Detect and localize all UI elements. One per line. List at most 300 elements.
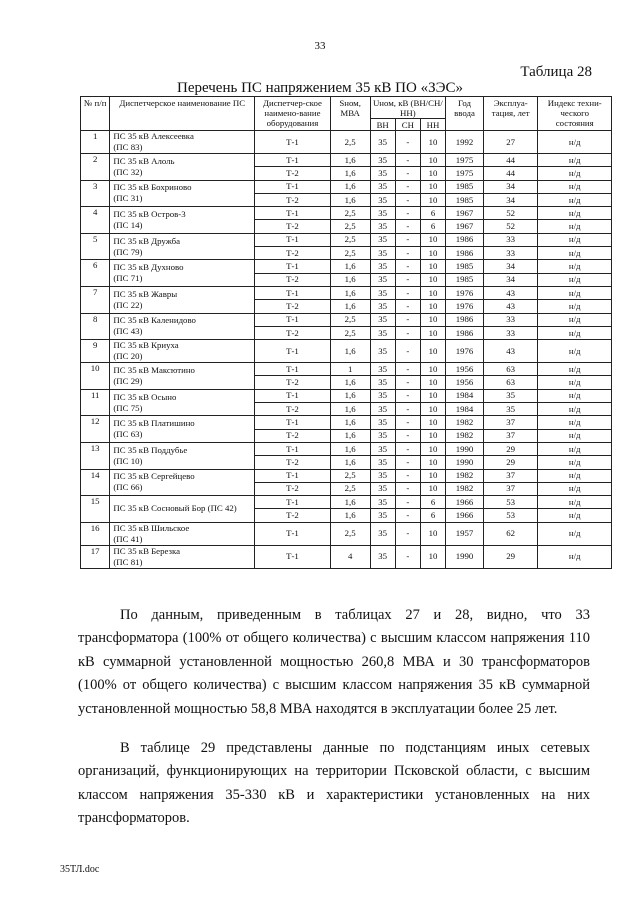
operation-years: 34 <box>483 193 538 206</box>
row-number: 13 <box>81 442 110 469</box>
year: 1982 <box>446 429 484 442</box>
row-number: 11 <box>81 389 110 416</box>
u-nn: 6 <box>420 496 445 509</box>
u-vn: 35 <box>370 167 395 180</box>
row-number: 10 <box>81 363 110 390</box>
header-year: Год ввода <box>446 97 484 131</box>
operation-years: 44 <box>483 167 538 180</box>
dispatch-name: Т-2 <box>255 509 331 522</box>
table-row <box>81 260 612 273</box>
u-sn: - <box>395 167 420 180</box>
dispatch-name: Т-1 <box>255 496 331 509</box>
table-row <box>81 207 612 220</box>
u-nn: 10 <box>420 416 445 429</box>
dispatch-name: Т-1 <box>255 207 331 220</box>
u-sn: - <box>395 193 420 206</box>
condition-index: н/д <box>538 193 612 206</box>
operation-years: 33 <box>483 326 538 339</box>
condition-index: н/д <box>538 273 612 286</box>
operation-years: 37 <box>483 416 538 429</box>
u-nn: 6 <box>420 509 445 522</box>
u-sn: - <box>395 286 420 299</box>
dispatch-name: Т-1 <box>255 233 331 246</box>
table-row <box>81 180 612 193</box>
table-title: Перечень ПС напряжением 35 кВ ПО «ЗЭС» <box>176 80 463 96</box>
u-sn: - <box>395 340 420 363</box>
dispatch-name: Т-2 <box>255 247 331 260</box>
u-vn: 35 <box>370 482 395 495</box>
snom: 4 <box>330 545 370 568</box>
u-nn: 10 <box>420 273 445 286</box>
u-sn: - <box>395 300 420 313</box>
substation-name-line: ПС 35 кВ Остров-3 <box>113 208 186 219</box>
u-nn: 6 <box>420 220 445 233</box>
u-nn: 10 <box>420 300 445 313</box>
dispatch-name: Т-2 <box>255 376 331 389</box>
snom: 1,6 <box>330 429 370 442</box>
table-label: Таблица 28 <box>520 64 592 80</box>
u-vn: 35 <box>370 403 395 416</box>
dispatch-name: Т-2 <box>255 193 331 206</box>
u-vn: 35 <box>370 545 395 568</box>
snom: 2,5 <box>330 131 370 154</box>
substation-name-line: (ПС 79) <box>113 246 143 257</box>
substation-name-line: ПС 35 кВ Поддубье <box>113 444 188 455</box>
year: 1976 <box>446 286 484 299</box>
header-sn: СН <box>395 119 420 131</box>
dispatch-name: Т-1 <box>255 286 331 299</box>
operation-years: 62 <box>483 522 538 545</box>
dispatch-name: Т-2 <box>255 273 331 286</box>
table-row <box>81 286 612 299</box>
u-sn: - <box>395 154 420 167</box>
substation-name-line: ПС 35 кВ Сергейцево <box>113 471 195 482</box>
operation-years: 34 <box>483 180 538 193</box>
u-vn: 35 <box>370 273 395 286</box>
substation-name-line: ПС 35 кВ Осыно <box>113 391 177 402</box>
year: 1990 <box>446 545 484 568</box>
u-sn: - <box>395 482 420 495</box>
dispatch-name: Т-2 <box>255 300 331 313</box>
substation-name <box>110 154 255 181</box>
operation-years: 37 <box>483 429 538 442</box>
substation-name <box>110 233 255 260</box>
year: 1956 <box>446 376 484 389</box>
snom: 1,6 <box>330 442 370 455</box>
condition-index: н/д <box>538 300 612 313</box>
substation-name <box>110 416 255 443</box>
condition-index: н/д <box>538 522 612 545</box>
table-row <box>81 389 612 402</box>
u-vn: 35 <box>370 154 395 167</box>
u-sn: - <box>395 247 420 260</box>
operation-years: 53 <box>483 496 538 509</box>
year: 1990 <box>446 442 484 455</box>
substation-name-line: ПС 35 кВ Алоль <box>113 155 175 166</box>
operation-years: 35 <box>483 389 538 402</box>
dispatch-name: Т-2 <box>255 429 331 442</box>
u-vn: 35 <box>370 131 395 154</box>
row-number: 12 <box>81 416 110 443</box>
u-sn: - <box>395 313 420 326</box>
header-expl: Эксплуа-тация, лет <box>483 97 538 131</box>
substation-name <box>110 522 255 545</box>
snom: 1,6 <box>330 456 370 469</box>
year: 1985 <box>446 193 484 206</box>
substation-name-line: (ПС 14) <box>113 219 143 230</box>
condition-index: н/д <box>538 247 612 260</box>
u-nn: 10 <box>420 363 445 376</box>
substation-name-line: (ПС 32) <box>113 166 143 177</box>
u-sn: - <box>395 220 420 233</box>
u-nn: 10 <box>420 482 445 495</box>
body-text <box>78 604 590 831</box>
u-nn: 10 <box>420 193 445 206</box>
condition-index: н/д <box>538 207 612 220</box>
u-nn: 6 <box>420 207 445 220</box>
substation-name-line: (ПС 66) <box>113 482 143 493</box>
dispatch-name: Т-1 <box>255 469 331 482</box>
u-sn: - <box>395 545 420 568</box>
snom: 2,5 <box>330 522 370 545</box>
u-vn: 35 <box>370 376 395 389</box>
condition-index: н/д <box>538 416 612 429</box>
operation-years: 63 <box>483 363 538 376</box>
dispatch-name: Т-1 <box>255 340 331 363</box>
substation-name <box>110 340 255 363</box>
substation-name-line: ПС 35 кВ Сосновый Бор (ПС 42) <box>113 503 237 514</box>
snom: 1,6 <box>330 389 370 402</box>
substation-name-line: (ПС 31) <box>113 193 143 204</box>
condition-index: н/д <box>538 389 612 402</box>
u-sn: - <box>395 522 420 545</box>
snom: 2,5 <box>330 220 370 233</box>
u-vn: 35 <box>370 313 395 326</box>
u-nn: 10 <box>420 340 445 363</box>
table-row <box>81 233 612 246</box>
u-vn: 35 <box>370 193 395 206</box>
u-vn: 35 <box>370 286 395 299</box>
u-nn: 10 <box>420 389 445 402</box>
condition-index: н/д <box>538 154 612 167</box>
header-num: № п/п <box>81 97 110 131</box>
snom: 1,6 <box>330 286 370 299</box>
dispatch-name: Т-1 <box>255 363 331 376</box>
operation-years: 43 <box>483 300 538 313</box>
substation-name-line: (ПС 63) <box>113 429 143 440</box>
year: 1986 <box>446 326 484 339</box>
u-sn: - <box>395 416 420 429</box>
year: 1985 <box>446 273 484 286</box>
year: 1976 <box>446 300 484 313</box>
operation-years: 35 <box>483 403 538 416</box>
snom: 1,6 <box>330 403 370 416</box>
table-row <box>81 442 612 455</box>
substation-name-line: (ПС 43) <box>113 326 143 337</box>
header-dispatch: Диспетчер-ское наимено-вание оборудования <box>255 97 331 131</box>
substation-name-line: (ПС 41) <box>113 533 143 544</box>
u-sn: - <box>395 233 420 246</box>
paragraph-2: В таблице 29 представлены данные по подстанциям иных сетевых организаций, функционирующих на территории Псковской области, с высшим классом напряжения 35-330 кВ и характеристики установленных на них трансформаторов. <box>78 740 590 827</box>
u-sn: - <box>395 376 420 389</box>
substation-name <box>110 496 255 523</box>
u-sn: - <box>395 260 420 273</box>
u-vn: 35 <box>370 496 395 509</box>
substation-name <box>110 180 255 207</box>
row-number: 1 <box>81 131 110 154</box>
dispatch-name: Т-1 <box>255 522 331 545</box>
u-nn: 10 <box>420 522 445 545</box>
u-vn: 35 <box>370 429 395 442</box>
year: 1984 <box>446 389 484 402</box>
u-sn: - <box>395 180 420 193</box>
condition-index: н/д <box>538 167 612 180</box>
u-nn: 10 <box>420 376 445 389</box>
year: 1986 <box>446 233 484 246</box>
header-vn: ВН <box>370 119 395 131</box>
u-vn: 35 <box>370 522 395 545</box>
row-number: 5 <box>81 233 110 260</box>
substation-name <box>110 469 255 496</box>
year: 1982 <box>446 469 484 482</box>
dispatch-name: Т-2 <box>255 326 331 339</box>
operation-years: 33 <box>483 313 538 326</box>
operation-years: 29 <box>483 442 538 455</box>
u-sn: - <box>395 456 420 469</box>
snom: 1,6 <box>330 416 370 429</box>
u-nn: 10 <box>420 429 445 442</box>
operation-years: 34 <box>483 273 538 286</box>
snom: 2,5 <box>330 207 370 220</box>
substation-name-line: ПС 35 кВ Березка <box>113 545 181 556</box>
year: 1967 <box>446 207 484 220</box>
substation-name-line: (ПС 10) <box>113 455 143 466</box>
u-vn: 35 <box>370 207 395 220</box>
snom: 1,6 <box>330 376 370 389</box>
u-sn: - <box>395 509 420 522</box>
year: 1975 <box>446 154 484 167</box>
condition-index: н/д <box>538 340 612 363</box>
operation-years: 63 <box>483 376 538 389</box>
u-vn: 35 <box>370 389 395 402</box>
year: 1976 <box>446 340 484 363</box>
u-vn: 35 <box>370 456 395 469</box>
u-nn: 10 <box>420 260 445 273</box>
u-nn: 10 <box>420 326 445 339</box>
condition-index: н/д <box>538 545 612 568</box>
year: 1990 <box>446 456 484 469</box>
page-number: 33 <box>314 40 326 52</box>
substation-name-line: ПС 35 кВ Дружба <box>113 235 181 246</box>
row-number: 6 <box>81 260 110 287</box>
substation-name <box>110 545 255 568</box>
dispatch-name: Т-1 <box>255 260 331 273</box>
table-row <box>81 522 612 545</box>
operation-years: 52 <box>483 207 538 220</box>
row-number: 7 <box>81 286 110 313</box>
table-row <box>81 154 612 167</box>
snom: 1,6 <box>330 260 370 273</box>
snom: 1,6 <box>330 193 370 206</box>
row-number: 3 <box>81 180 110 207</box>
year: 1985 <box>446 180 484 193</box>
u-vn: 35 <box>370 300 395 313</box>
dispatch-name: Т-1 <box>255 131 331 154</box>
dispatch-name: Т-2 <box>255 482 331 495</box>
table-row <box>81 340 612 363</box>
condition-index: н/д <box>538 509 612 522</box>
year: 1992 <box>446 131 484 154</box>
snom: 1,6 <box>330 300 370 313</box>
snom: 2,5 <box>330 233 370 246</box>
condition-index: н/д <box>538 482 612 495</box>
operation-years: 27 <box>483 131 538 154</box>
year: 1982 <box>446 416 484 429</box>
operation-years: 29 <box>483 545 538 568</box>
condition-index: н/д <box>538 260 612 273</box>
snom: 1,6 <box>330 273 370 286</box>
dispatch-name: Т-1 <box>255 545 331 568</box>
condition-index: н/д <box>538 180 612 193</box>
u-nn: 10 <box>420 545 445 568</box>
u-sn: - <box>395 131 420 154</box>
substation-name-line: ПС 35 кВ Бохриново <box>113 182 192 193</box>
substation-name-line: (ПС 81) <box>113 556 143 567</box>
operation-years: 34 <box>483 260 538 273</box>
year: 1985 <box>446 260 484 273</box>
dispatch-name: Т-1 <box>255 313 331 326</box>
table-row <box>81 363 612 376</box>
u-nn: 10 <box>420 469 445 482</box>
u-nn: 10 <box>420 442 445 455</box>
snom: 1,6 <box>330 496 370 509</box>
u-sn: - <box>395 442 420 455</box>
row-number: 4 <box>81 207 110 234</box>
u-sn: - <box>395 429 420 442</box>
table-row <box>81 313 612 326</box>
operation-years: 52 <box>483 220 538 233</box>
operation-years: 53 <box>483 509 538 522</box>
u-nn: 10 <box>420 456 445 469</box>
u-nn: 10 <box>420 247 445 260</box>
u-nn: 10 <box>420 233 445 246</box>
condition-index: н/д <box>538 442 612 455</box>
u-vn: 35 <box>370 260 395 273</box>
substation-name <box>110 442 255 469</box>
snom: 1,6 <box>330 509 370 522</box>
header-unom: Uном, кВ (ВН/СН/НН) <box>370 97 446 119</box>
u-vn: 35 <box>370 220 395 233</box>
year: 1966 <box>446 496 484 509</box>
u-sn: - <box>395 363 420 376</box>
dispatch-name: Т-1 <box>255 442 331 455</box>
substation-name <box>110 286 255 313</box>
substation-name-line: (ПС 71) <box>113 273 143 284</box>
u-vn: 35 <box>370 340 395 363</box>
u-vn: 35 <box>370 442 395 455</box>
substation-name-line: (ПС 20) <box>113 351 143 362</box>
year: 1986 <box>446 313 484 326</box>
snom: 1 <box>330 363 370 376</box>
substation-name <box>110 363 255 390</box>
substation-name <box>110 207 255 234</box>
dispatch-name: Т-1 <box>255 180 331 193</box>
u-vn: 35 <box>370 233 395 246</box>
condition-index: н/д <box>538 286 612 299</box>
table-row <box>81 416 612 429</box>
dispatch-name: Т-1 <box>255 389 331 402</box>
row-number: 2 <box>81 154 110 181</box>
u-nn: 10 <box>420 180 445 193</box>
u-vn: 35 <box>370 247 395 260</box>
condition-index: н/д <box>538 220 612 233</box>
substation-name-line: ПС 35 кВ Каленидово <box>113 315 196 326</box>
substation-name-line: ПС 35 кВ Жавры <box>113 288 178 299</box>
substation-name-line: ПС 35 кВ Максютино <box>113 364 195 375</box>
snom: 1,6 <box>330 167 370 180</box>
u-vn: 35 <box>370 416 395 429</box>
snom: 2,5 <box>330 247 370 260</box>
operation-years: 33 <box>483 233 538 246</box>
condition-index: н/д <box>538 233 612 246</box>
dispatch-name: Т-2 <box>255 220 331 233</box>
u-nn: 10 <box>420 403 445 416</box>
u-sn: - <box>395 273 420 286</box>
year: 1982 <box>446 482 484 495</box>
u-sn: - <box>395 326 420 339</box>
condition-index: н/д <box>538 326 612 339</box>
substation-name-line: (ПС 75) <box>113 402 143 413</box>
row-number: 8 <box>81 313 110 340</box>
substation-name-line: (ПС 29) <box>113 375 143 386</box>
condition-index: н/д <box>538 496 612 509</box>
snom: 2,5 <box>330 469 370 482</box>
substation-name-line: ПС 35 кВ Платишино <box>113 418 195 429</box>
year: 1966 <box>446 509 484 522</box>
snom: 2,5 <box>330 482 370 495</box>
condition-index: н/д <box>538 131 612 154</box>
year: 1956 <box>446 363 484 376</box>
header-nn: НН <box>420 119 445 131</box>
u-nn: 10 <box>420 286 445 299</box>
operation-years: 33 <box>483 247 538 260</box>
paragraph-1: По данным, приведенным в таблицах 27 и 28, видно, что 33 трансформатора (100% от общего количества) с высшим классом напряжения 110 кВ суммарной установленной мощностью 260,8 МВА и 30 трансформаторов (100% от общего количества) с высшим классом напряжения 35 кВ суммарной установленной мощностью 58,8 МВА находятся в эксплуатации более 25 лет. <box>78 607 590 717</box>
substation-name-line: ПС 35 кВ Криуха <box>113 340 179 351</box>
substation-name-line: (ПС 83) <box>113 142 143 152</box>
u-vn: 35 <box>370 180 395 193</box>
table-row <box>81 496 612 509</box>
u-sn: - <box>395 403 420 416</box>
u-vn: 35 <box>370 363 395 376</box>
u-sn: - <box>395 469 420 482</box>
row-number: 16 <box>81 522 110 545</box>
row-number: 17 <box>81 545 110 568</box>
table-row <box>81 469 612 482</box>
operation-years: 43 <box>483 340 538 363</box>
u-sn: - <box>395 389 420 402</box>
snom: 1,6 <box>330 154 370 167</box>
substation-name-line: ПС 35 кВ Духново <box>113 262 184 273</box>
substations-table <box>80 96 612 569</box>
year: 1984 <box>446 403 484 416</box>
u-vn: 35 <box>370 469 395 482</box>
year: 1957 <box>446 522 484 545</box>
condition-index: н/д <box>538 313 612 326</box>
condition-index: н/д <box>538 429 612 442</box>
u-nn: 10 <box>420 313 445 326</box>
row-number: 14 <box>81 469 110 496</box>
condition-index: н/д <box>538 363 612 376</box>
